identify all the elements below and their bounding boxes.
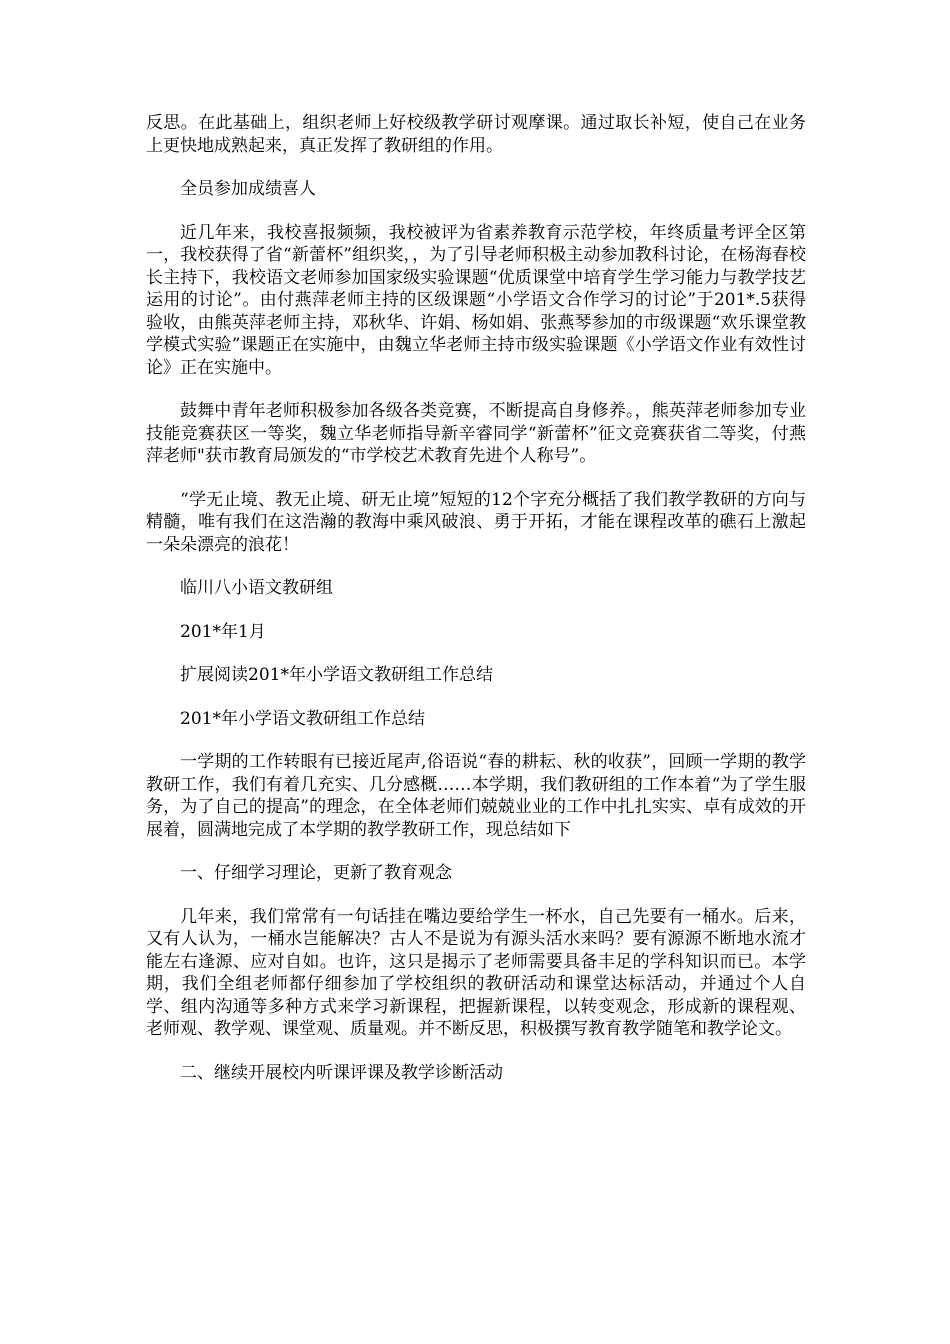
section-heading-achievements: 全员参加成绩喜人 xyxy=(180,179,316,199)
paragraph-teacher-competitions: 鼓舞中青年老师积极参加各级各类竞赛，不断提高自身修养。，熊英萍老师参加专业技能竞赛获区一等奖，魏立华老师指导新辛睿同学“新蕾杯”征文竞赛获省二等奖，付燕萍老师"获市教育局颁发的“市学校艺术教育先进个人称号”。 xyxy=(146,401,806,466)
signature-date: 201*年1月 xyxy=(180,621,266,642)
paragraph-school-honors: 近几年来，我校喜报频频，我校被评为省素养教育示范学校，年终质量考评全区第一，我校获得了省“新蕾杯”组织奖，，为了引导老师积极主动参加教科讨论，在杨海春校长主持下，我校语文老师参加国家级实验课题“优质课堂中培育学生学习能力与教学技艺运用的讨论”。由付燕萍老师主持的区级课题“小学语文合作学习的讨论”于201*.5获得验收，由熊英萍老师主持，邓秋华、许娟、杨如娟、张燕琴参加的市级课题“欢乐课堂教学模式实验”课题正在实施中，由魏立华老师主持市级实验课题《小学语文作业有效性讨论》正在实施中。 xyxy=(146,222,806,378)
paragraph-theory-study: 几年来，我们常常有一句话挂在嘴边要给学生一杯水，自己先要有一桶水。后来，又有人认为，一桶水岂能解决？古人不是说为有源头活水来吗？要有源源不断地水流才能左右逢源、应对自如。也许，这只是揭示了老师需要具备丰足的学科知识而已。本学期，我们全组老师都仔细参加了学校组织的教研活动和课堂达标活动，并通过个人自学、组内沟通等多种方式来学习新课程，把握新课程，以转变观念，形成新的课程观、老师观、教学观、课堂观、质量观。并不断反思，积极撰写教育教学随笔和教学论文。 xyxy=(146,906,806,1039)
signature-group: 临川八小语文教研组 xyxy=(180,578,333,598)
summary-title: 201*年小学语文教研组工作总结 xyxy=(180,708,425,729)
extended-reading-heading: 扩展阅读201*年小学语文教研组工作总结 xyxy=(180,665,493,685)
section-heading-lesson-review: 二、继续开展校内听课评课及教学诊断活动 xyxy=(180,1062,503,1083)
section-heading-theory-study: 一、仔细学习理论，更新了教育观念 xyxy=(180,863,452,883)
paragraph-reflection-continued: 反思。在此基础上，组织老师上好校级教学研讨观摩课。通过取长补短，使自己在业务上更快地成熟起来，真正发挥了教研组的作用。 xyxy=(146,113,806,156)
document-page xyxy=(146,112,806,1084)
paragraph-closing-motto: “学无止境、教无止境、研无止境”短短的12个字充分概括了我们教学教研的方向与精髓，唯有我们在这浩瀚的教海中乘风破浪、勇于开拓，才能在课程改革的礁石上激起一朵朵漂亮的浪花！ xyxy=(146,489,806,555)
paragraph-semester-intro: 一学期的工作转眼有已接近尾声,俗语说“春的耕耘、秋的收获”，回顾一学期的教学教研工作，我们有着几充实、几分感概……本学期，我们教研组的工作本着“为了学生服务，为了自己的提高”的理念，在全体老师们兢兢业业的工作中扎扎实实、卓有成效的开展着，圆满地完成了本学期的教学教研工作，现总结如下 xyxy=(146,752,806,840)
